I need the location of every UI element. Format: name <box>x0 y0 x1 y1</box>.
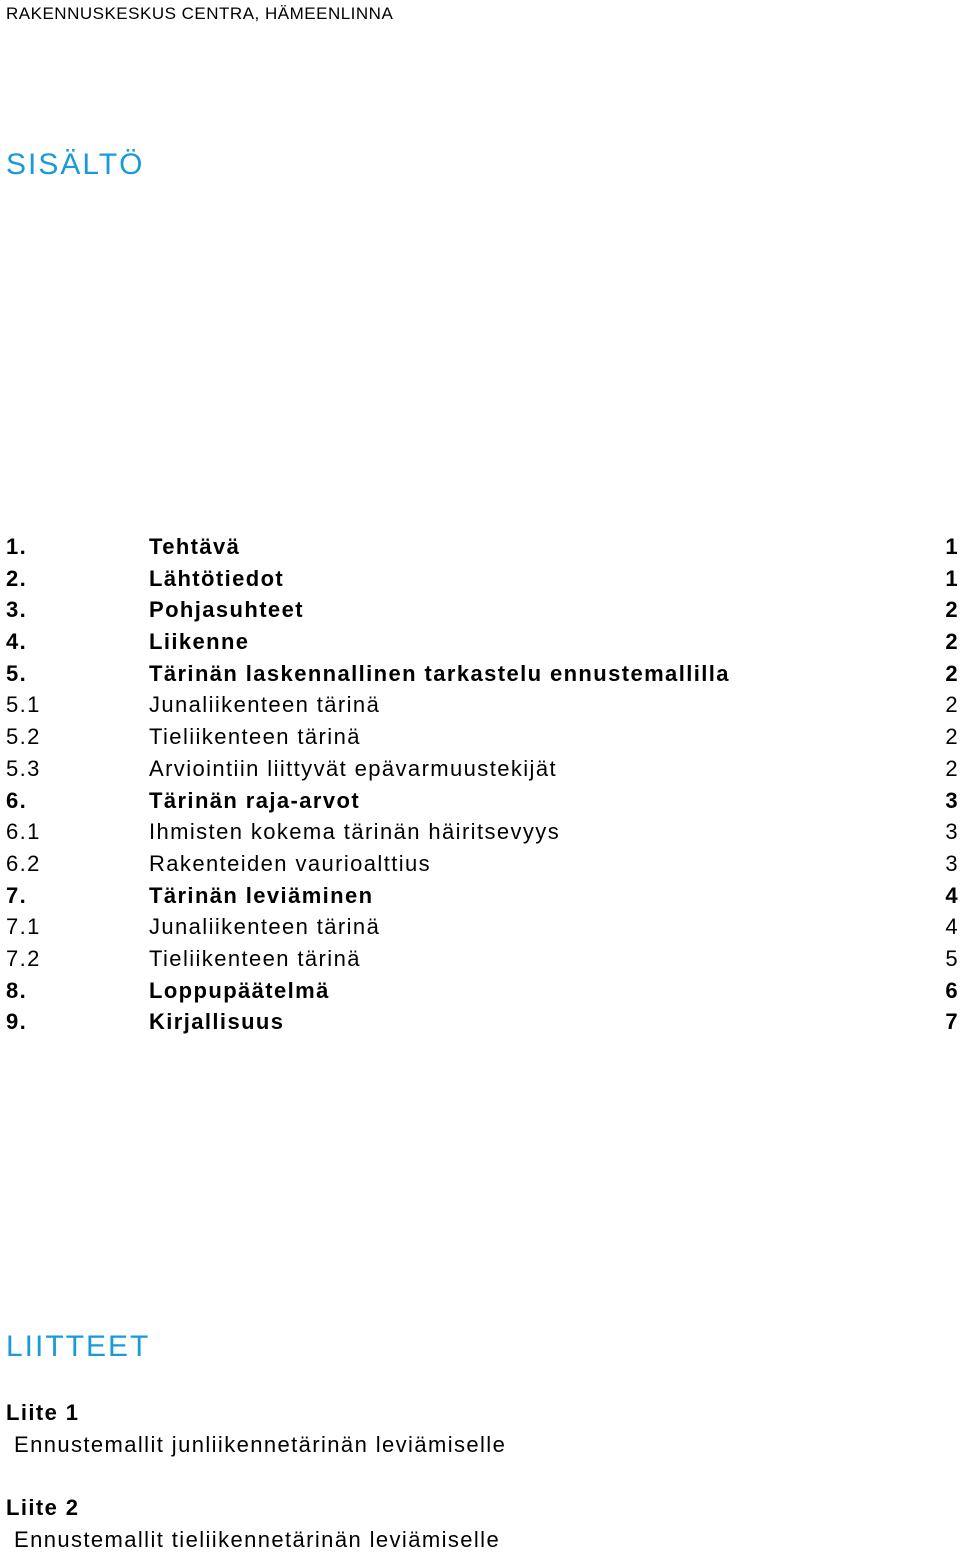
toc-entry <box>6 721 959 753</box>
toc-entry-number: 9. <box>6 1009 28 1035</box>
toc-entry-number: 7.2 <box>6 945 41 971</box>
toc-entry-number: 7.1 <box>6 914 41 940</box>
toc-entry-title: Rakenteiden vaurioalttius <box>149 850 432 876</box>
toc-entry <box>6 816 959 848</box>
toc-entry-number: 5.3 <box>6 755 41 781</box>
toc-entry-number: 5. <box>6 660 28 686</box>
toc-entry-page: 2 <box>945 692 959 718</box>
toc-entry-page: 7 <box>945 1009 959 1035</box>
toc-entry-page: 6 <box>945 977 959 1003</box>
toc-entry-title: Tärinän laskennallinen tarkastelu ennustemallilla <box>149 660 730 686</box>
toc-entry-page: 2 <box>945 629 959 655</box>
toc-entry-title: Tärinän leviäminen <box>149 882 374 908</box>
toc-entry-title: Junaliikenteen tärinä <box>149 692 381 718</box>
toc-entry-page: 4 <box>945 882 959 908</box>
toc-entry <box>6 880 959 912</box>
toc-entry <box>6 594 959 626</box>
appendix-1-label: Liite 1 <box>6 1400 80 1425</box>
toc-entry-page: 3 <box>945 819 959 845</box>
appendices-title: LIITTEET <box>6 1330 151 1363</box>
toc-entry-number: 4. <box>6 629 28 655</box>
toc-entry-page: 2 <box>945 724 959 750</box>
toc-entry-number: 8. <box>6 977 28 1003</box>
toc-entry-page: 2 <box>945 660 959 686</box>
toc-entry-title: Loppupäätelmä <box>149 977 330 1003</box>
toc-entry-number: 7. <box>6 882 28 908</box>
toc-entry <box>6 1006 959 1038</box>
toc-entry <box>6 658 959 690</box>
toc-entry <box>6 943 959 975</box>
toc-entry-title: Arviointiin liittyvät epävarmuustekijät <box>149 755 557 781</box>
toc-entry <box>6 626 959 658</box>
toc-entry-title: Tieliikenteen tärinä <box>149 945 361 971</box>
toc-entry-page: 3 <box>945 850 959 876</box>
document-header: RAKENNUSKESKUS CENTRA, HÄMEENLINNA <box>6 4 394 23</box>
toc-entry-title: Pohjasuhteet <box>149 597 304 623</box>
appendix-2-label: Liite 2 <box>6 1495 80 1520</box>
appendix-2-description: Ennustemallit tieliikennetärinän leviämiselle <box>14 1527 501 1552</box>
toc-entry-number: 5.2 <box>6 724 41 750</box>
contents-title: SISÄLTÖ <box>6 148 145 181</box>
toc-entry-title: Lähtötiedot <box>149 565 285 591</box>
toc-entry-title: Tehtävä <box>149 534 241 559</box>
toc-entry-page: 1 <box>945 565 959 591</box>
toc-entry-page: 2 <box>945 597 959 623</box>
toc-entry <box>6 531 959 563</box>
toc-entry-number: 1. <box>6 534 28 559</box>
toc-entry-page: 2 <box>945 755 959 781</box>
toc-entry <box>6 785 959 817</box>
toc-entry <box>6 689 959 721</box>
toc-entry-title: Ihmisten kokema tärinän häiritsevyys <box>149 819 561 845</box>
toc-entry-number: 5.1 <box>6 692 41 718</box>
toc-entry-page: 4 <box>945 914 959 940</box>
toc-entry-title: Junaliikenteen tärinä <box>149 914 381 940</box>
toc-entry <box>6 753 959 785</box>
table-of-contents <box>6 531 959 1038</box>
toc-entry <box>6 563 959 595</box>
toc-entry <box>6 911 959 943</box>
toc-entry-title: Tieliikenteen tärinä <box>149 724 361 750</box>
toc-entry-title: Tärinän raja-arvot <box>149 787 361 813</box>
toc-entry-page: 1 <box>945 534 959 559</box>
toc-entry-number: 6.2 <box>6 850 41 876</box>
toc-entry-number: 6. <box>6 787 28 813</box>
toc-entry-number: 6.1 <box>6 819 41 845</box>
toc-entry-page: 3 <box>945 787 959 813</box>
toc-entry-title: Kirjallisuus <box>149 1009 285 1035</box>
appendix-1-description: Ennustemallit junliikennetärinän leviämiselle <box>14 1432 507 1457</box>
toc-entry-number: 3. <box>6 597 28 623</box>
toc-entry-title: Liikenne <box>149 629 250 655</box>
toc-entry-page: 5 <box>945 945 959 971</box>
toc-entry <box>6 848 959 880</box>
toc-entry <box>6 975 959 1007</box>
toc-entry-number: 2. <box>6 565 28 591</box>
